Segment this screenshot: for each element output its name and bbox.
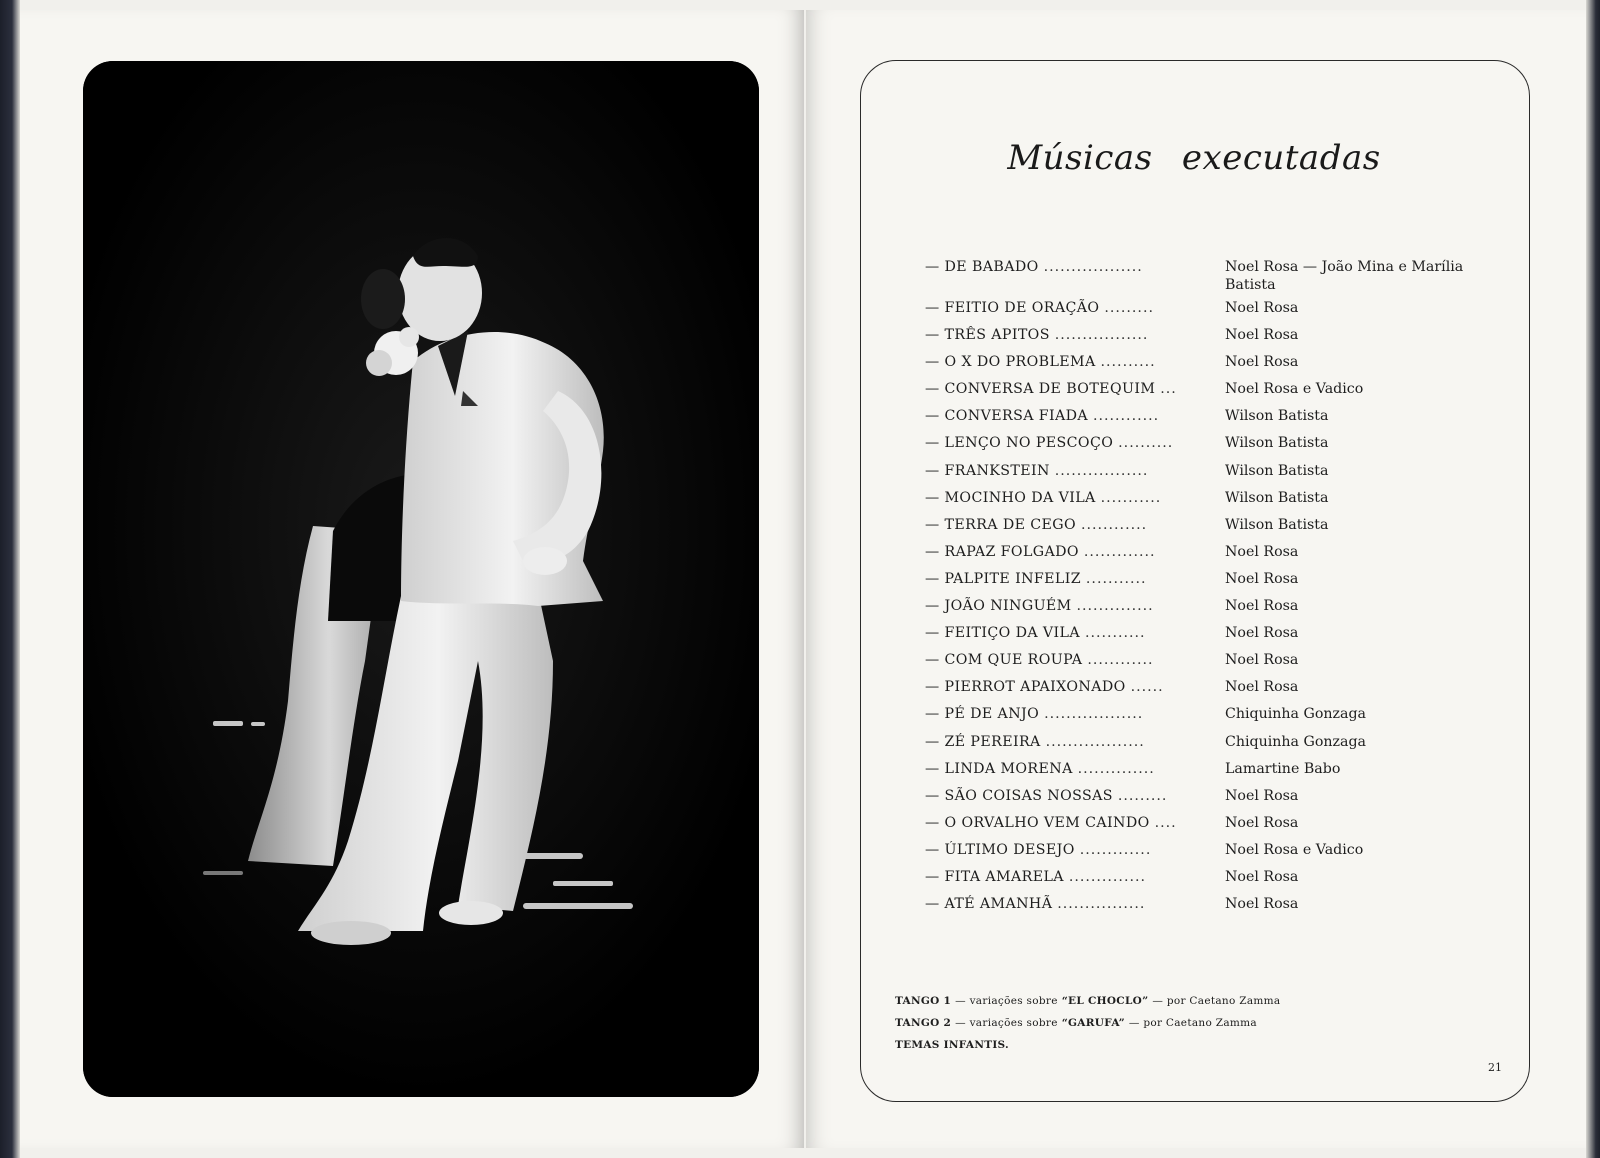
song-composer: Noel Rosa [1225,679,1299,696]
song-title [925,841,1225,859]
song-name: — LINDA MORENA [925,760,1073,777]
leader-dots: ...... [1130,679,1164,696]
leader-dots: .................. [1043,259,1143,275]
song-title [925,516,1225,534]
song-name: — FEITIO DE ORAÇÃO [925,300,1100,316]
song-composer: Noel Rosa [1225,896,1299,913]
song-title [925,678,1225,696]
song-row [925,489,1485,516]
song-row [925,814,1485,841]
song-name: — DE BABADO [925,259,1039,275]
leader-dots: ................. [1054,462,1149,479]
leader-dots: ............. [1079,841,1152,858]
song-title [925,760,1225,778]
song-title [925,570,1225,588]
song-title [925,326,1225,344]
song-name: — JOÃO NINGUÉM [925,598,1072,615]
leader-dots: ................ [1057,896,1146,913]
leader-dots: ................. [1054,327,1149,344]
leader-dots: .... [1154,814,1177,831]
song-row [925,597,1485,624]
song-row [925,841,1485,868]
song-row [925,516,1485,543]
song-row [925,434,1485,461]
song-composer: Noel Rosa [1225,300,1299,316]
note-tango-1: TANGO 1 — variações sobre “EL CHOCLO” — por Caetano Zamma [895,995,1281,1007]
song-title [925,407,1225,425]
song-composer: Noel Rosa — João Mina e Marília Batista [1225,259,1464,293]
footnotes [895,990,1280,1056]
song-name: — PÉ DE ANJO [925,706,1040,723]
song-row [925,326,1485,353]
song-row [925,570,1485,597]
song-composer: Wilson Batista [1225,408,1329,425]
song-composer: Noel Rosa [1225,543,1299,560]
song-name: — O ORVALHO VEM CAINDO [925,814,1150,831]
song-composer: Noel Rosa [1225,868,1299,885]
song-name: — ZÉ PEREIRA [925,733,1041,750]
leader-dots: .............. [1068,868,1146,885]
song-name: — PIERROT APAIXONADO [925,679,1126,696]
song-row [925,258,1485,299]
song-composer: Wilson Batista [1225,489,1329,506]
song-name: — SÃO COISAS NOSSAS [925,787,1113,804]
leader-dots: ............ [1087,652,1154,669]
song-name: — FRANKSTEIN [925,462,1050,479]
leader-dots: ............ [1080,516,1148,533]
song-row [925,895,1485,922]
song-name: — RAPAZ FOLGADO [925,543,1079,560]
song-row [925,705,1485,732]
song-name: — TERRA DE CEGO [925,516,1077,533]
song-row [925,678,1485,705]
song-composer: Noel Rosa [1225,327,1299,344]
song-composer: Wilson Batista [1225,516,1329,533]
leader-dots: .................. [1045,733,1145,750]
song-row [925,787,1485,814]
song-title [925,434,1225,452]
song-row [925,407,1485,434]
song-list [925,258,1485,922]
song-composer: Noel Rosa [1225,814,1299,831]
leader-dots: .............. [1077,760,1155,777]
song-name: — ATÉ AMANHÃ [925,896,1053,913]
song-title [925,733,1225,751]
song-composer: Noel Rosa [1225,787,1299,804]
song-name: — O X DO PROBLEMA [925,354,1096,371]
song-title [925,868,1225,886]
performance-photo [83,61,759,1097]
song-title [925,597,1225,615]
book-edge-right [1586,0,1600,1158]
song-composer: Chiquinha Gonzaga [1225,706,1367,723]
song-name: — COM QUE ROUPA [925,652,1083,669]
song-title [925,814,1225,832]
song-composer: Noel Rosa [1225,570,1299,587]
book-edge-left [0,0,20,1158]
song-name: — ÚLTIMO DESEJO [925,841,1075,858]
song-name: — FEITIÇO DA VILA [925,625,1081,642]
leader-dots: ......... [1104,300,1154,316]
song-title [925,543,1225,561]
song-title [925,353,1225,371]
song-title [925,462,1225,480]
song-title [925,258,1225,276]
song-composer: Noel Rosa e Vadico [1225,841,1364,858]
song-row [925,299,1485,326]
page-title: Músicas executadas [1007,138,1381,178]
song-row [925,353,1485,380]
song-title [925,895,1225,913]
note-tango-2: TANGO 2 — variações sobre “GARUFA” — por Caetano Zamma [895,1017,1257,1029]
leader-dots: ......... [1117,787,1168,804]
song-composer: Noel Rosa e Vadico [1225,381,1364,398]
leader-dots: ............. [1083,543,1156,560]
leader-dots: .................. [1044,706,1144,723]
song-composer: Wilson Batista [1225,435,1329,452]
dancer-illustration [83,61,759,1097]
song-title [925,489,1225,507]
note-temas: TEMAS INFANTIS. [895,1039,1010,1051]
song-row [925,624,1485,651]
song-composer: Noel Rosa [1225,652,1299,669]
leader-dots: .......... [1100,354,1156,371]
song-composer: Lamartine Babo [1225,760,1341,777]
song-title [925,651,1225,669]
song-name: — TRÊS APITOS [925,327,1050,344]
song-row [925,543,1485,570]
song-row [925,380,1485,407]
song-row [925,868,1485,895]
song-composer: Wilson Batista [1225,462,1329,479]
song-name: — LENÇO NO PESCOÇO [925,435,1114,452]
song-row [925,733,1485,760]
song-title [925,787,1225,805]
song-name: — MOCINHO DA VILA [925,489,1096,506]
song-title [925,299,1225,317]
song-name: — CONVERSA FIADA [925,408,1089,425]
leader-dots: ........... [1084,625,1146,642]
leader-dots: ............ [1093,408,1160,425]
leader-dots: .......... [1118,435,1174,452]
song-row [925,462,1485,489]
song-row [925,760,1485,787]
song-title [925,624,1225,642]
song-row [925,651,1485,678]
leader-dots: ........... [1085,570,1147,587]
song-composer: Noel Rosa [1225,354,1299,371]
page-number: 21 [1488,1061,1502,1074]
song-title [925,380,1225,398]
song-title [925,705,1225,723]
song-composer: Chiquinha Gonzaga [1225,733,1367,750]
song-composer: Noel Rosa [1225,625,1299,642]
song-composer: Noel Rosa [1225,598,1299,615]
leader-dots: ........... [1100,489,1162,506]
song-name: — CONVERSA DE BOTEQUIM [925,381,1156,398]
song-name: — PALPITE INFELIZ [925,570,1081,587]
song-name: — FITA AMARELA [925,868,1064,885]
leader-dots: ... [1160,381,1177,398]
leader-dots: .............. [1076,598,1154,615]
